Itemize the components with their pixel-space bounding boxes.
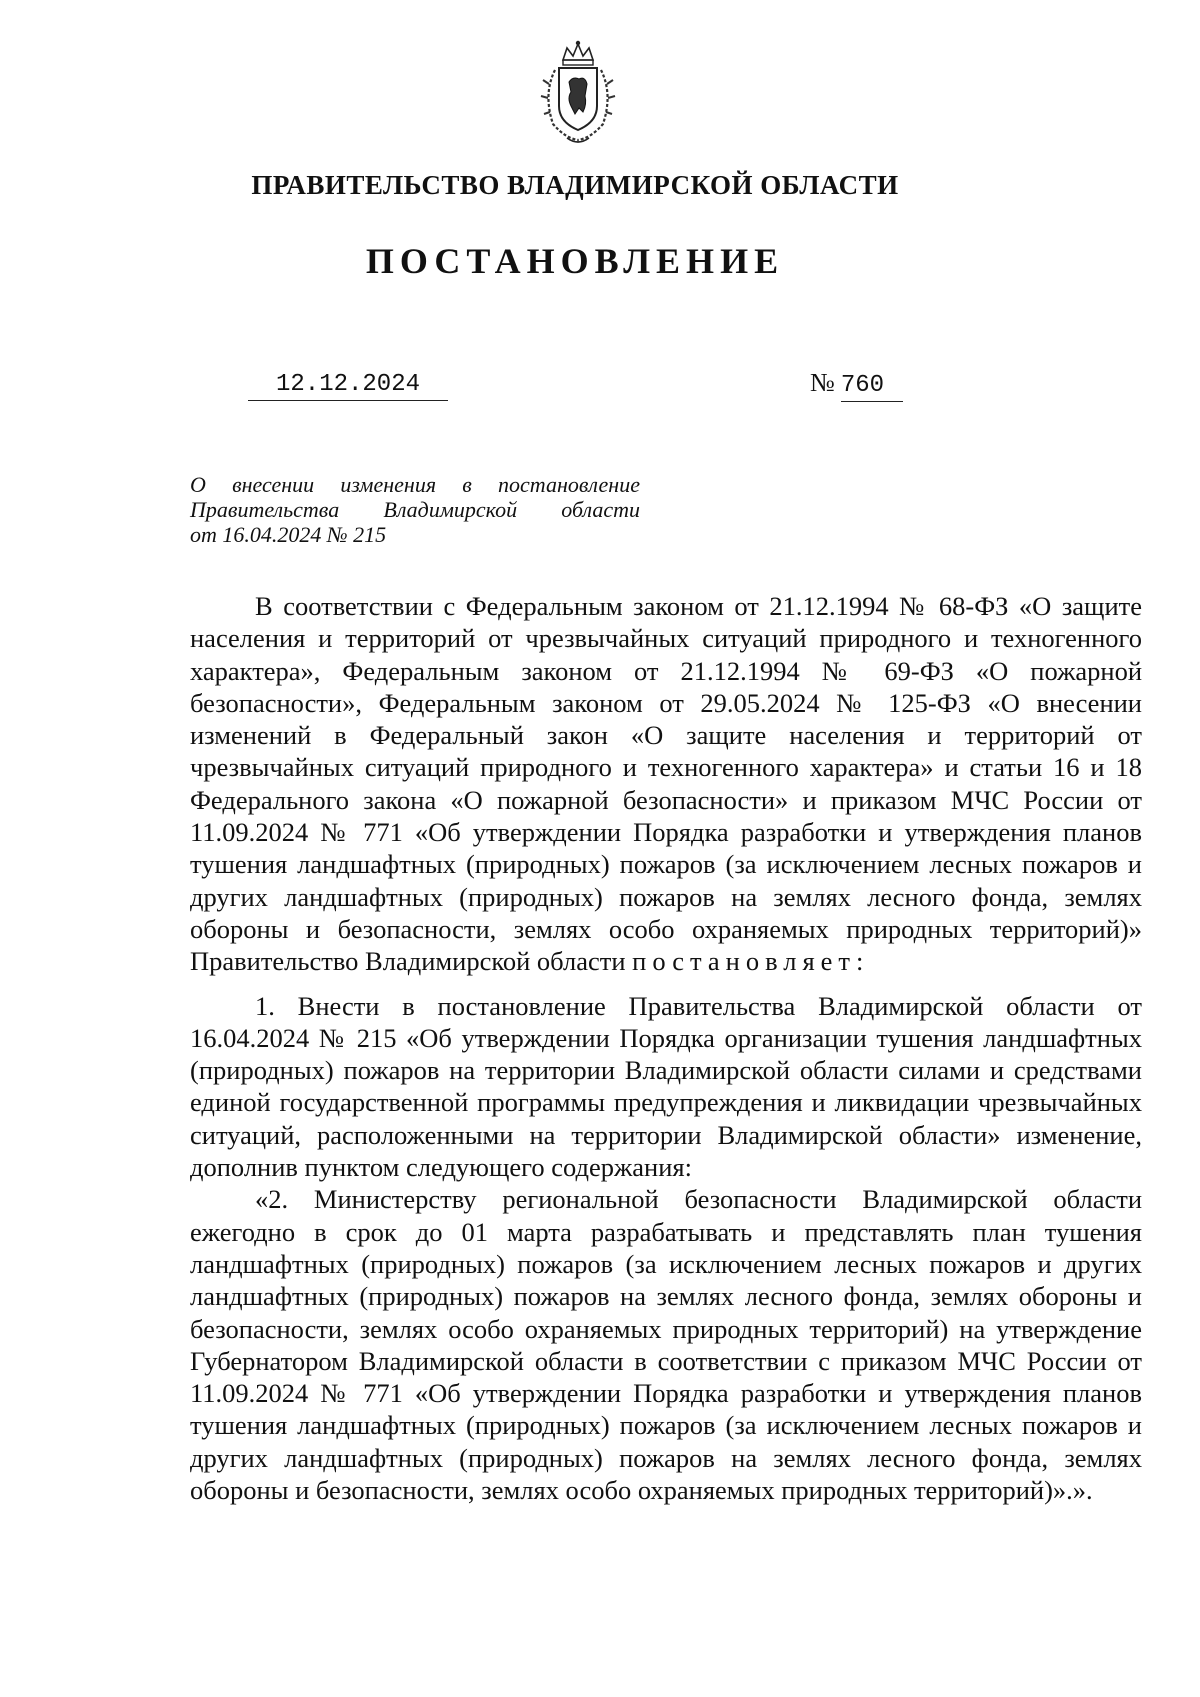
decree-word: постановляет: — [632, 946, 870, 977]
subject-line: от 16.04.2024 № 215 — [190, 522, 387, 547]
preamble-text: В соответствии с Федеральным законом от 21.12.1994 № 68-ФЗ «О защите населения и территорий от чрезвычайных ситуаций природного и техногенного характера», Федеральным законом от 21.12.1994 № 69-ФЗ «О пожарной безопасности», Федеральным законом от 29.05.2024 № 125-ФЗ «О внесении изменений в Федеральный закон «О защите населения и территорий от чрезвычайных ситуаций природного и техногенного характера» и статьи 16 и 18 Федерального закона «О пожарной безопасности» и приказом МЧС России от 11.09.2024 № 771 «Об утверждении Порядка разработки и утверждения планов тушения ландшафтных (природных) пожаров (за исключением лесных пожаров и других ландшафтных (природных) пожаров на землях лесного фонда, землях обороны и безопасности, землях особо охраняемых природных территорий)» Правительство Владимирской области — [190, 591, 1142, 977]
document-date: 12.12.2024 — [248, 370, 448, 401]
item-1-quote-paragraph: «2. Министерству региональной безопасности Владимирской области ежегодно в срок до 01 марта разрабатывать и представлять план тушения ландшафтных (природных) пожаров (за исключением лесных пожаров и других ландшафтных (природных) пожаров на землях лесного фонда, землях обороны и безопасности, землях особо охраняемых природных территорий) на утверждение Губернатором Владимирской области в соответствии с приказом МЧС России от 11.09.2024 № 771 «Об утверждении Порядка разработки и утверждения планов тушения ландшафтных (природных) пожаров (за исключением лесных пожаров и других ландшафтных (природных) пожаров на землях лесного фонда, землях обороны и безопасности, землях особо охраняемых природных территорий)».». — [190, 1184, 1142, 1506]
emblem-drawing — [533, 38, 623, 148]
preamble-paragraph — [190, 590, 1142, 978]
document-body — [190, 590, 1142, 1506]
authority-title: ПРАВИТЕЛЬСТВО ВЛАДИМИРСКОЙ ОБЛАСТИ — [251, 170, 899, 200]
document-number: 760 — [841, 371, 903, 402]
document-subject — [190, 472, 640, 547]
document-type-heading: ПОСТАНОВЛЕНИЕ — [365, 241, 785, 281]
item-1-paragraph: 1. Внести в постановление Правительства Владимирской области от 16.04.2024 № 215 «Об утверждении Порядка организации тушения ландшафтных (природных) пожаров на территории Владимирской области силами и средствами единой государственной программы предупреждения и ликвидации чрезвычайных ситуаций, расположенными на территории Владимирской области» изменение, дополнив пунктом следующего содержания: — [190, 990, 1142, 1183]
number-sign: № — [810, 368, 835, 397]
subject-line: О внесении изменения в постановление — [190, 472, 640, 497]
coat-of-arms-emblem-icon — [533, 38, 623, 148]
document-number-field — [810, 368, 903, 402]
subject-line: Правительства Владимирской области — [190, 497, 640, 522]
